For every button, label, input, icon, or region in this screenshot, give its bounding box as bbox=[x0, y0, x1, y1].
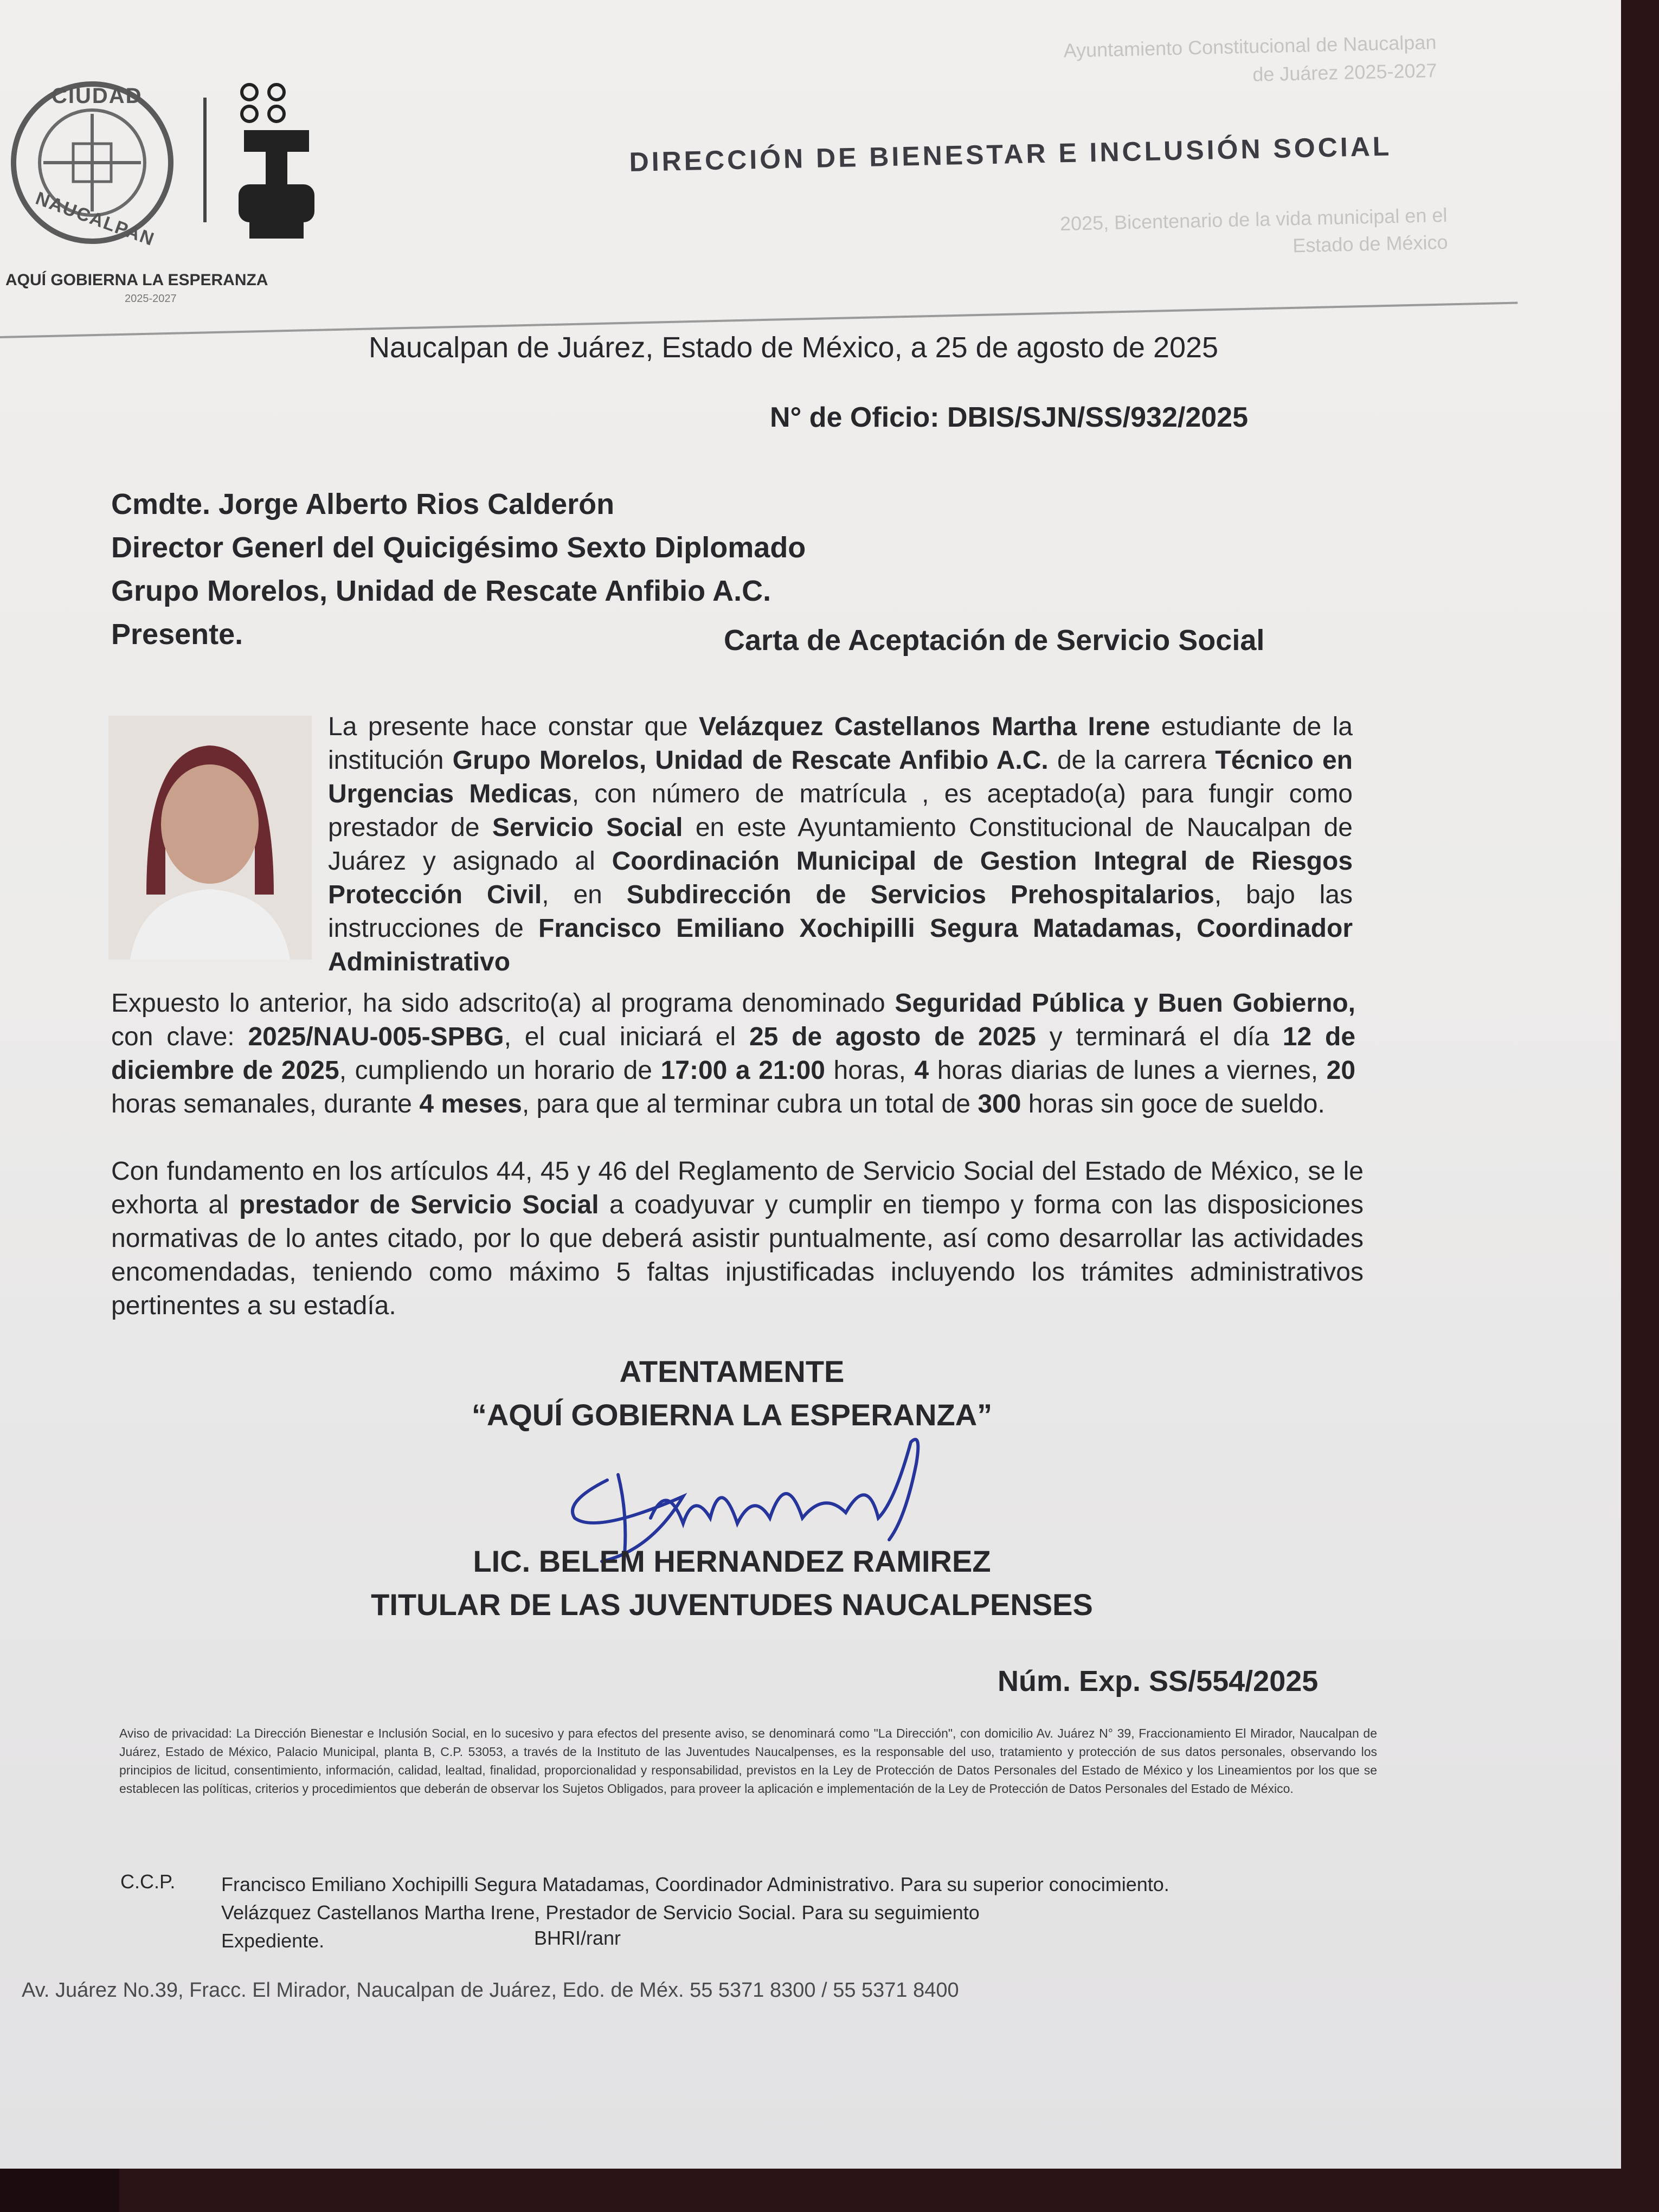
paragraph-program: Expuesto lo anterior, ha sido adscrito(a) al programa denominado Seguridad Pública y Buen Gobierno, con clave: 2025/NAU-005-SPBG, el cual iniciará el 25 de agosto de 2025 y terminará el día 12 de diciembre de 2025, cumpliendo un horario de 17:00 a 21:00 horas, 4 horas diarias de lunes a viernes, 20 horas semanales, durante 4 meses, para que al terminar cubra un total de 300 horas sin goce de sueldo. bbox=[111, 989, 1356, 1118]
student-name: Velázquez Castellanos Martha Irene bbox=[699, 712, 1150, 741]
reference-initials: BHRI/ranr bbox=[534, 1927, 621, 1949]
signer-block bbox=[298, 1540, 1166, 1626]
closing-word: ATENTAMENTE bbox=[619, 1354, 845, 1388]
paragraph-obligations: Con fundamento en los artículos 44, 45 y 46 del Reglamento de Servicio Social del Estado de México, se le exhorta al prestador de Servicio Social a coadyuvar y cumplir en tiempo y forma con las disposiciones normativas de lo antes citado, por lo que deberá asistir puntualmente, así como desarrollar las actividades encomendadas, teniendo como máximo 5 faltas injustificadas incluyendo los trámites administrativos pertinentes a su estadía. bbox=[111, 1157, 1364, 1320]
seal-top-text: CIUDAD bbox=[52, 84, 143, 108]
signer-title: TITULAR DE LAS JUVENTUDES NAUCALPENSES bbox=[371, 1587, 1093, 1622]
expediente-number: Núm. Exp. SS/554/2025 bbox=[998, 1665, 1319, 1697]
signer-name: LIC. BELEM HERNANDEZ RAMIREZ bbox=[473, 1544, 991, 1578]
logo-divider bbox=[203, 98, 207, 222]
seal-bottom-text: NAUCALPAN bbox=[33, 188, 158, 250]
addressee-line: Presente. bbox=[111, 618, 243, 651]
ccp-list bbox=[221, 1870, 1169, 1955]
footer-address: Av. Juárez No.39, Fracc. El Mirador, Naucalpan de Juárez, Edo. de Méx. 55 5371 8300 / 55 5371 8400 bbox=[22, 1979, 959, 2002]
addressee-line: Cmdte. Jorge Alberto Rios Calderón bbox=[111, 488, 615, 520]
department-title: DIRECCIÓN DE BIENESTAR E INCLUSIÓN SOCIAL bbox=[629, 131, 1392, 177]
ccp-item: Expediente. bbox=[221, 1930, 325, 1952]
oficio-number: N° de Oficio: DBIS/SJN/SS/932/2025 bbox=[770, 402, 1249, 433]
addressee-line: Grupo Morelos, Unidad de Rescate Anfibio A.C. bbox=[111, 575, 771, 607]
coat-of-arms-icon bbox=[228, 81, 325, 244]
logo-years: 2025-2027 bbox=[125, 293, 177, 305]
paragraph-acceptance: La presente hace constar que Velázquez Castellanos Martha Irene estudiante de la institución Grupo Morelos, Unidad de Rescate Anfibio A.C. de la carrera Técnico en Urgencias Medicas, con número de matrícula , es aceptado(a) para fungir como prestador de Servicio Social en este Ayuntamiento Constitucional de Naucalpan de Juárez y asignado al Coordinación Municipal de Gestion Integral de Riesgos Protección Civil, en Subdirección de Servicios Prehospitalarios, bajo las instrucciones de Francisco Emiliano Xochipilli Segura Matadamas, Coordinador Administrativo bbox=[328, 712, 1353, 976]
ccp-item: Velázquez Castellanos Martha Irene, Prestador de Servicio Social. Para su seguimiento bbox=[221, 1901, 980, 1924]
ccp-item: Francisco Emiliano Xochipilli Segura Matadamas, Coordinador Administrativo. Para su superior conocimiento. bbox=[221, 1873, 1169, 1895]
header-faint-top: Ayuntamiento Constitucional de Naucalpan de Juárez 2025-2027 bbox=[1063, 31, 1437, 86]
addressee-line: Director Generl del Quicigésimo Sexto Diplomado bbox=[111, 531, 806, 564]
ccp-label: C.C.P. bbox=[120, 1870, 176, 1893]
closing-motto: “AQUÍ GOBIERNA LA ESPERANZA” bbox=[471, 1398, 993, 1432]
header-faint-bottom: 2025, Bicentenario de la vida municipal en el Estado de México bbox=[1059, 203, 1448, 257]
student-photo bbox=[108, 716, 312, 960]
privacy-notice: Aviso de privacidad: La Dirección Bienestar e Inclusión Social, en lo sucesivo y para efectos del presente aviso, se denominará como "La Dirección", con domicilio Av. Juárez N° 39, Fraccionamiento El Mirador, Naucalpan de Juárez, Estado de México, Palacio Municipal, planta B, C.P. 53053, a través de la Instituto de las Juventudes Naucalpenses, es la responsable del uso, tratamiento y protección de sus datos personales, observando los principios de licitud, consentimiento, información, calidad, lealtad, finalidad, proporcionalidad y responsabilidad, previstos en la Ley de Protección de Datos Personales del Estado de México y los Lineamientos por los que se establecen las políticas, criterios y procedimientos que deberán de observar los Sujetos Obligados, para proveer la aplicación e implementación de la Ley de Protección de Datos Personales del Estado de México. bbox=[119, 1726, 1377, 1796]
addressee-block bbox=[111, 483, 806, 656]
logo-slogan: AQUÍ GOBIERNA LA ESPERANZA bbox=[5, 271, 268, 289]
letter-subject: Carta de Aceptación de Servicio Social bbox=[724, 624, 1265, 657]
place-date: Naucalpan de Juárez, Estado de México, a 25 de agosto de 2025 bbox=[369, 331, 1219, 364]
